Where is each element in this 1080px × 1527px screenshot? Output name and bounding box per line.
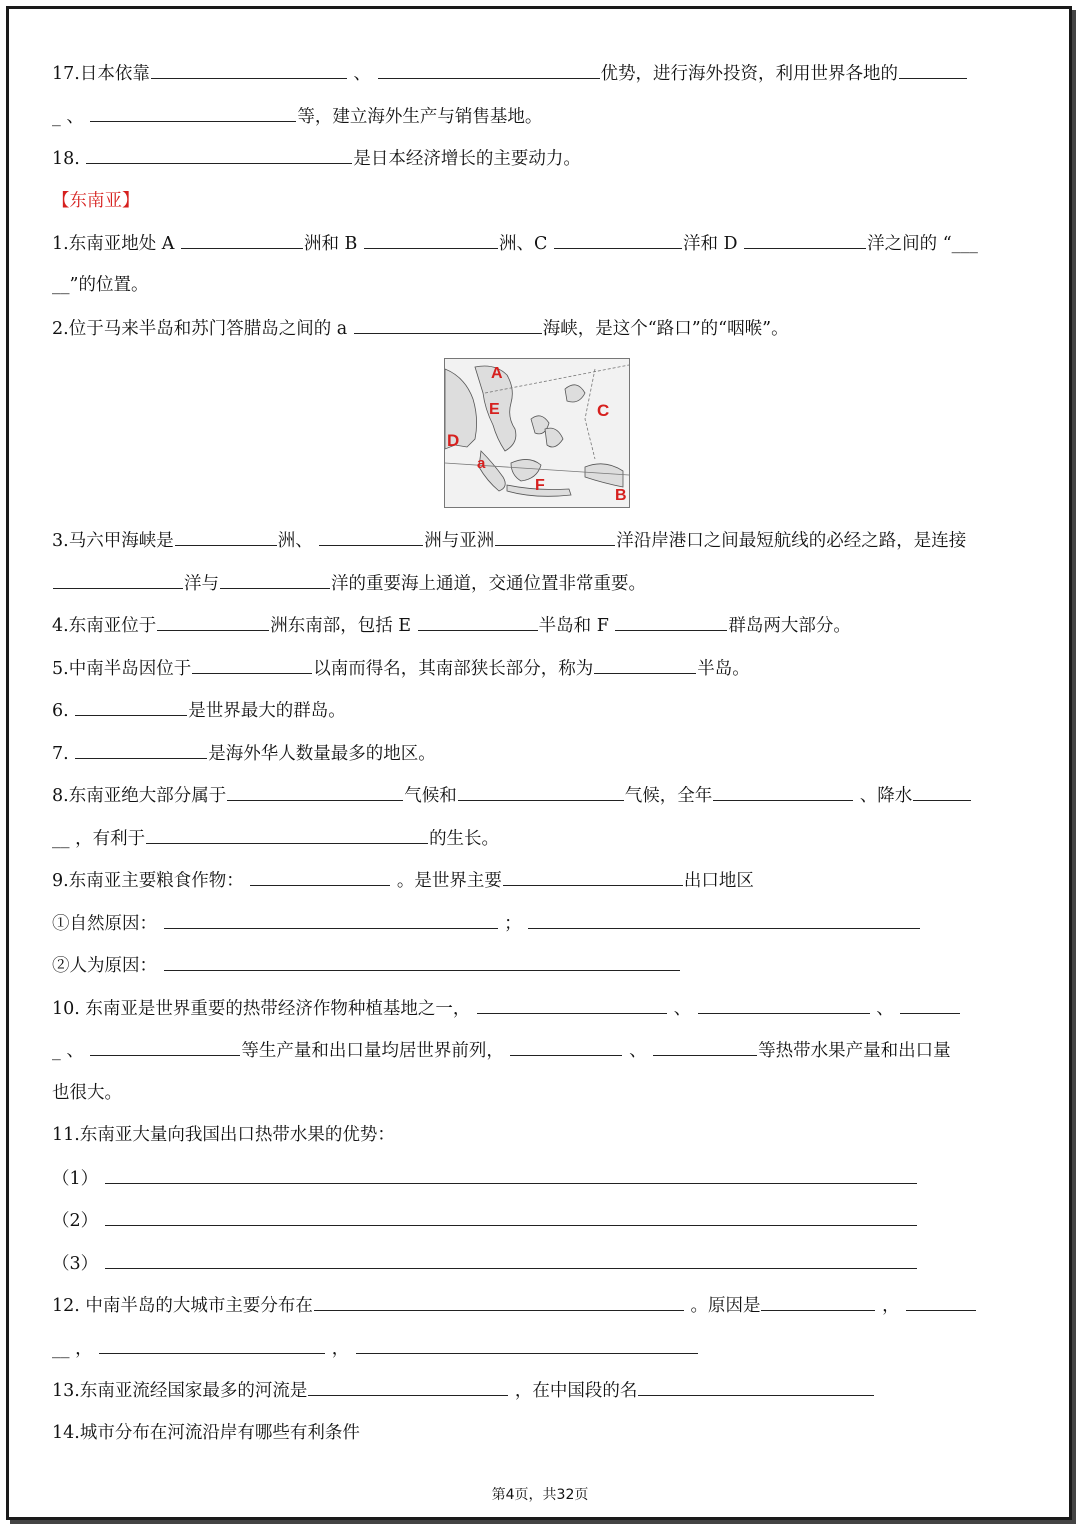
blank[interactable] <box>164 952 680 971</box>
text: 海峡，是这个“路口”的“咽喉”。 <box>542 319 789 339</box>
question-6 <box>52 697 346 724</box>
blank[interactable] <box>319 527 423 546</box>
text: 洋与 <box>184 574 219 594</box>
blank[interactable] <box>713 782 853 801</box>
page-number: 第4页，共32页 <box>491 1487 589 1503</box>
blank[interactable] <box>554 230 682 249</box>
text: 等，建立海外生产与销售基地。 <box>297 107 543 127</box>
blank[interactable] <box>477 995 667 1014</box>
text: 、降水 <box>859 786 913 806</box>
question-12-line1 <box>52 1292 977 1319</box>
text: 4.东南亚位于 <box>52 616 157 636</box>
text: __ ，有利于 <box>52 829 146 849</box>
blank[interactable] <box>378 60 600 79</box>
text: 是世界最大的群岛。 <box>188 701 346 721</box>
text: 半岛。 <box>697 659 750 679</box>
question-7 <box>52 740 436 767</box>
question-8-line1 <box>52 782 972 809</box>
text: 。是世界主要 <box>396 871 502 891</box>
question-2 <box>52 315 789 342</box>
text: 7. <box>52 744 69 764</box>
text: 3.马六甲海峡是 <box>52 531 174 551</box>
blank[interactable] <box>594 655 696 674</box>
text: ，在中国段的名 <box>514 1381 638 1401</box>
question-9-natural <box>52 910 921 937</box>
text: 洲、 <box>277 531 313 551</box>
text: 群岛两大部分。 <box>728 616 851 636</box>
text: 洲东南部，包括 E <box>270 616 412 636</box>
text: 1.东南亚地处 A <box>52 234 175 254</box>
text: 、 <box>673 999 692 1019</box>
question-17-line1 <box>52 60 968 87</box>
text: 洲和 B <box>303 234 358 254</box>
text: _ 、 <box>52 1041 84 1061</box>
text: （1） <box>52 1169 99 1189</box>
question-8-line2 <box>52 825 499 852</box>
text: 、 <box>876 999 894 1019</box>
blank[interactable] <box>105 1250 917 1269</box>
map-label-e: E <box>489 401 500 418</box>
map-label-a: A <box>491 365 503 382</box>
text: 洋的重要海上通道，交通位置非常重要。 <box>331 574 646 594</box>
question-12-line2 <box>52 1335 699 1362</box>
text: ； <box>504 914 522 934</box>
map-label-d: D <box>447 431 460 450</box>
text: 气候，全年 <box>624 786 713 806</box>
blank[interactable] <box>99 1335 325 1354</box>
blank[interactable] <box>495 527 615 546</box>
text: 是海外华人数量最多的地区。 <box>208 744 436 764</box>
question-11-item-2 <box>52 1207 918 1234</box>
southeast-asia-map <box>444 358 630 508</box>
question-11: 11.东南亚大量向我国出口热带水果的优势： <box>52 1125 395 1145</box>
text: 是日本经济增长的主要动力。 <box>353 149 581 169</box>
question-10-line2 <box>52 1037 951 1064</box>
text: 洋之间的 “___ <box>867 234 978 254</box>
question-9-human <box>52 952 681 979</box>
question-1-line1 <box>52 230 978 257</box>
question-11-item-1 <box>52 1165 918 1192</box>
blank[interactable] <box>900 995 960 1014</box>
map-label-a-strait: a <box>477 455 486 472</box>
question-11-item-3 <box>52 1250 918 1277</box>
blank[interactable] <box>308 1377 508 1396</box>
text: 18. <box>52 149 80 169</box>
text: 等生产量和出口量均居世界前列， <box>241 1041 504 1061</box>
text: 13.东南亚流经国家最多的河流是 <box>52 1381 308 1401</box>
blank[interactable] <box>503 867 683 886</box>
text: 气候和 <box>404 786 457 806</box>
blank[interactable] <box>899 60 967 79</box>
question-18 <box>52 145 581 172</box>
blank[interactable] <box>510 1037 622 1056</box>
text: __ ， <box>52 1339 93 1359</box>
blank[interactable] <box>744 230 866 249</box>
question-14: 14.城市分布在河流沿岸有哪些有利条件 <box>52 1423 360 1443</box>
blank[interactable] <box>653 1037 757 1056</box>
question-10-line3: 也很大。 <box>52 1083 122 1103</box>
blank[interactable] <box>913 782 971 801</box>
blank[interactable] <box>157 612 269 631</box>
text: （3） <box>52 1254 99 1274</box>
text: ②人为原因： <box>52 956 157 976</box>
question-13 <box>52 1377 875 1404</box>
text: 半岛和 F <box>538 616 609 636</box>
question-3-line2 <box>52 570 646 597</box>
blank[interactable] <box>354 315 542 334</box>
blank[interactable] <box>75 740 207 759</box>
blank[interactable] <box>906 1292 976 1311</box>
text: 洲与亚洲 <box>424 531 495 551</box>
map-label-b: B <box>615 487 627 504</box>
text: 洲、C <box>499 234 548 254</box>
blank[interactable] <box>151 60 347 79</box>
blank[interactable] <box>761 1292 875 1311</box>
blank[interactable] <box>615 612 727 631</box>
map-label-c: C <box>597 401 610 420</box>
section-heading: 【东南亚】 <box>52 191 140 211</box>
text: 出口地区 <box>683 871 754 891</box>
map-label-f: F <box>535 477 545 494</box>
blank[interactable] <box>528 910 920 929</box>
blank[interactable] <box>250 867 390 886</box>
text: 17.日本依靠 <box>52 64 150 84</box>
text: 、 <box>353 64 371 84</box>
blank[interactable] <box>90 1037 240 1056</box>
text: （2） <box>52 1211 99 1231</box>
blank[interactable] <box>86 145 352 164</box>
blank[interactable] <box>418 612 538 631</box>
text: 9.东南亚主要粮食作物： <box>52 871 244 891</box>
blank[interactable] <box>458 782 624 801</box>
text: 5.中南半岛因位于 <box>52 659 192 679</box>
text: 洋和 D <box>682 234 738 254</box>
blank[interactable] <box>220 570 330 589</box>
question-9 <box>52 867 754 894</box>
blank[interactable] <box>638 1377 874 1396</box>
text: 洋沿岸港口之间最短航线的必经之路，是连接 <box>616 531 967 551</box>
text: ， <box>331 1339 350 1359</box>
blank[interactable] <box>175 527 277 546</box>
text: 以南而得名，其南部狭长部分，称为 <box>313 659 594 679</box>
text: 。原因是 <box>690 1296 761 1316</box>
blank[interactable] <box>698 995 870 1014</box>
text: ， <box>882 1296 900 1316</box>
text: ①自然原因： <box>52 914 157 934</box>
blank[interactable] <box>105 1165 917 1184</box>
text: 10. 东南亚是世界重要的热带经济作物种植基地之一， <box>52 999 471 1019</box>
blank[interactable] <box>227 782 403 801</box>
text: 、 <box>629 1041 647 1061</box>
question-17-line2 <box>52 103 542 130</box>
blank[interactable] <box>356 1335 698 1354</box>
blank[interactable] <box>192 655 312 674</box>
text: 12. 中南半岛的大城市主要分布在 <box>52 1296 313 1316</box>
question-10-line1 <box>52 995 961 1022</box>
text: 8.东南亚绝大部分属于 <box>52 786 227 806</box>
text: _ 、 <box>52 107 84 127</box>
blank[interactable] <box>181 230 303 249</box>
text: 优势，进行海外投资，利用世界各地的 <box>600 64 898 84</box>
text: 的生长。 <box>429 829 500 849</box>
blank[interactable] <box>90 103 296 122</box>
text: 6. <box>52 701 69 721</box>
question-5 <box>52 655 750 682</box>
text: 等热带水果产量和出口量 <box>758 1041 951 1061</box>
blank[interactable] <box>364 230 498 249</box>
blank[interactable] <box>164 910 498 929</box>
text: 2.位于马来半岛和苏门答腊岛之间的 a <box>52 319 348 339</box>
question-3-line1 <box>52 527 966 554</box>
blank[interactable] <box>53 570 183 589</box>
blank[interactable] <box>146 825 428 844</box>
blank[interactable] <box>105 1207 917 1226</box>
blank[interactable] <box>75 697 187 716</box>
question-1-line2: __”的位置。 <box>52 275 149 295</box>
question-4 <box>52 612 851 639</box>
blank[interactable] <box>314 1292 684 1311</box>
